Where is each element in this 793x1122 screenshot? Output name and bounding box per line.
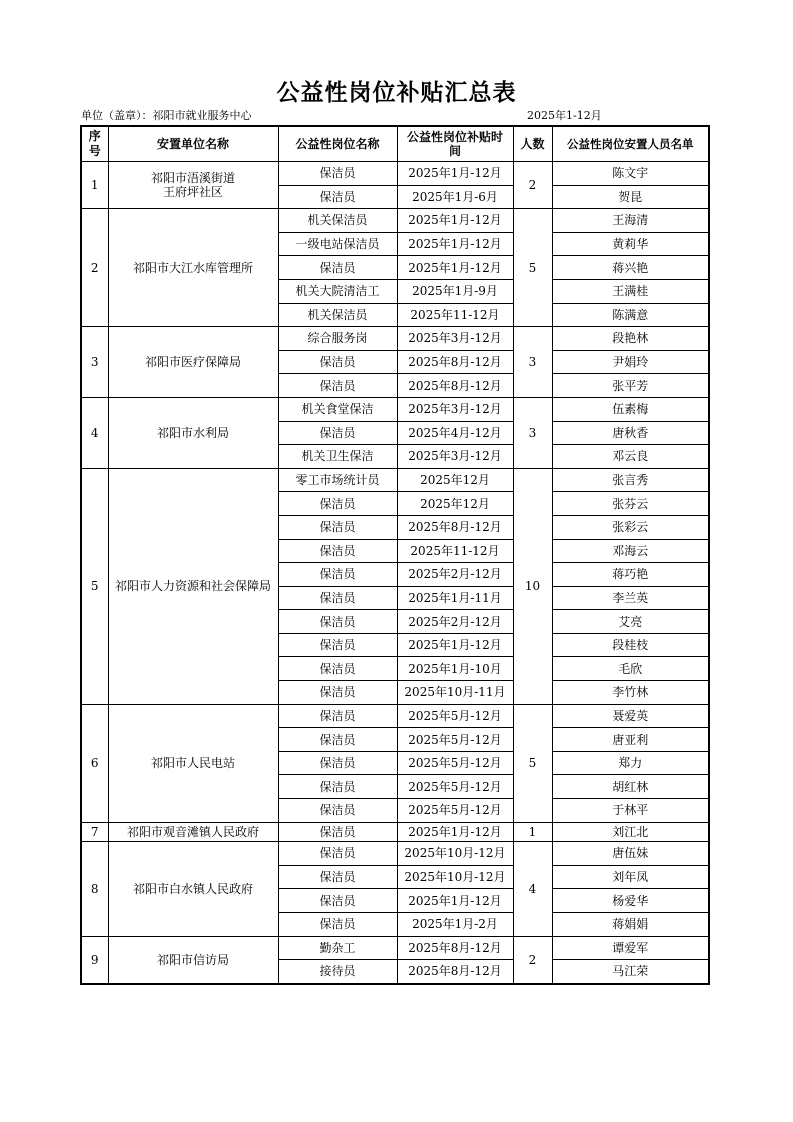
subsidy-period: 2025年4月-12月 (397, 421, 513, 445)
person-count: 2 (513, 162, 552, 209)
person-name: 黄莉华 (552, 232, 709, 256)
person-name: 王海清 (552, 209, 709, 233)
post-name: 保洁员 (278, 610, 397, 634)
post-name: 保洁员 (278, 704, 397, 728)
person-name: 邓海云 (552, 539, 709, 563)
person-count: 5 (513, 209, 552, 327)
post-name: 保洁员 (278, 162, 397, 186)
person-count: 3 (513, 327, 552, 398)
post-name: 保洁员 (278, 822, 397, 842)
subsidy-period: 2025年1月-6月 (397, 185, 513, 209)
page-title: 公益性岗位补贴汇总表 (276, 80, 517, 106)
person-name: 聂爱英 (552, 704, 709, 728)
person-name: 张彩云 (552, 515, 709, 539)
post-name: 机关卫生保洁 (278, 445, 397, 469)
post-name: 保洁员 (278, 633, 397, 657)
subsidy-period: 2025年10月-11月 (397, 681, 513, 705)
post-name: 机关食堂保洁 (278, 397, 397, 421)
header-post: 公益性岗位名称 (278, 126, 397, 162)
person-name: 唐亚利 (552, 728, 709, 752)
person-name: 马江荣 (552, 960, 709, 984)
person-name: 唐秋香 (552, 421, 709, 445)
post-name: 保洁员 (278, 374, 397, 398)
subsidy-period: 2025年2月-12月 (397, 563, 513, 587)
person-name: 艾亮 (552, 610, 709, 634)
header-row (81, 126, 709, 162)
placement-unit: 祁阳市水利局 (108, 397, 278, 468)
row-number: 4 (81, 397, 108, 468)
person-name: 蒋娟娟 (552, 912, 709, 936)
post-name: 保洁员 (278, 586, 397, 610)
post-name: 零工市场统计员 (278, 468, 397, 492)
row-number: 9 (81, 936, 108, 984)
person-name: 于林平 (552, 799, 709, 823)
person-name: 张平芳 (552, 374, 709, 398)
subsidy-period: 2025年10月-12月 (397, 842, 513, 866)
row-number: 3 (81, 327, 108, 398)
person-name: 毛欣 (552, 657, 709, 681)
person-name: 王满桂 (552, 279, 709, 303)
placement-unit: 祁阳市白水镇人民政府 (108, 842, 278, 936)
subsidy-period: 2025年5月-12月 (397, 728, 513, 752)
person-name: 杨爱华 (552, 889, 709, 913)
subsidy-period: 2025年8月-12月 (397, 350, 513, 374)
subsidy-period: 2025年1月-12月 (397, 822, 513, 842)
post-name: 保洁员 (278, 799, 397, 823)
subsidy-period: 2025年1月-12月 (397, 256, 513, 280)
table-row (81, 704, 709, 728)
person-name: 谭爱军 (552, 936, 709, 960)
row-number: 5 (81, 468, 108, 704)
table-row (81, 468, 709, 492)
post-name: 保洁员 (278, 563, 397, 587)
subsidy-period: 2025年1月-12月 (397, 209, 513, 233)
header-count: 人数 (513, 126, 552, 162)
post-name: 勤杂工 (278, 936, 397, 960)
subsidy-period: 2025年8月-12月 (397, 515, 513, 539)
subsidy-period: 2025年5月-12月 (397, 775, 513, 799)
subsidy-period: 2025年3月-12月 (397, 397, 513, 421)
person-name: 刘江北 (552, 822, 709, 842)
row-number: 6 (81, 704, 108, 822)
subsidy-period: 2025年1月-12月 (397, 889, 513, 913)
table-row (81, 397, 709, 421)
post-name: 机关保洁员 (278, 303, 397, 327)
post-name: 保洁员 (278, 492, 397, 516)
placement-unit: 祁阳市浯溪街道 王府坪社区 (108, 162, 278, 209)
row-number: 1 (81, 162, 108, 209)
person-count: 1 (513, 822, 552, 842)
subsidy-period: 2025年5月-12月 (397, 704, 513, 728)
post-name: 保洁员 (278, 185, 397, 209)
row-number: 8 (81, 842, 108, 936)
subsidy-period: 2025年2月-12月 (397, 610, 513, 634)
person-name: 贺昆 (552, 185, 709, 209)
person-name: 李兰英 (552, 586, 709, 610)
row-number: 7 (81, 822, 108, 842)
header-names: 公益性岗位安置人员名单 (552, 126, 709, 162)
table-row (81, 209, 709, 233)
post-name: 保洁员 (278, 865, 397, 889)
subsidy-period: 2025年10月-12月 (397, 865, 513, 889)
subsidy-period: 2025年3月-12月 (397, 327, 513, 351)
post-name: 保洁员 (278, 539, 397, 563)
placement-unit: 祁阳市人民电站 (108, 704, 278, 822)
row-number: 2 (81, 209, 108, 327)
person-name: 蒋巧艳 (552, 563, 709, 587)
subsidy-period: 2025年1月-9月 (397, 279, 513, 303)
post-name: 保洁员 (278, 775, 397, 799)
person-name: 唐伍妹 (552, 842, 709, 866)
post-name: 保洁员 (278, 842, 397, 866)
post-name: 机关大院清洁工 (278, 279, 397, 303)
post-name: 综合服务岗 (278, 327, 397, 351)
person-name: 刘年凤 (552, 865, 709, 889)
person-name: 伍素梅 (552, 397, 709, 421)
post-name: 保洁员 (278, 728, 397, 752)
post-name: 保洁员 (278, 657, 397, 681)
placement-unit: 祁阳市医疗保障局 (108, 327, 278, 398)
person-name: 郑力 (552, 751, 709, 775)
person-name: 胡红林 (552, 775, 709, 799)
person-count: 4 (513, 842, 552, 936)
person-name: 段艳林 (552, 327, 709, 351)
person-name: 邓云良 (552, 445, 709, 469)
subsidy-period: 2025年3月-12月 (397, 445, 513, 469)
table-row (81, 842, 709, 866)
period-label: 2025年1-12月 (527, 109, 602, 122)
post-name: 保洁员 (278, 256, 397, 280)
subsidy-period: 2025年8月-12月 (397, 374, 513, 398)
table-row (81, 822, 709, 842)
subsidy-period: 2025年1月-12月 (397, 162, 513, 186)
post-name: 保洁员 (278, 350, 397, 374)
table-row (81, 936, 709, 960)
subsidy-period: 2025年12月 (397, 468, 513, 492)
subsidy-period: 2025年1月-10月 (397, 657, 513, 681)
person-count: 2 (513, 936, 552, 984)
post-name: 保洁员 (278, 421, 397, 445)
post-name: 保洁员 (278, 889, 397, 913)
person-count: 5 (513, 704, 552, 822)
post-name: 保洁员 (278, 751, 397, 775)
placement-unit: 祁阳市人力资源和社会保障局 (108, 468, 278, 704)
subsidy-period: 2025年1月-2月 (397, 912, 513, 936)
subsidy-period: 2025年1月-12月 (397, 232, 513, 256)
post-name: 保洁员 (278, 515, 397, 539)
placement-unit: 祁阳市观音滩镇人民政府 (108, 822, 278, 842)
unit-label: 单位（盖章）：祁阳市就业服务中心 (81, 109, 252, 122)
post-name: 一级电站保洁员 (278, 232, 397, 256)
header-no: 序号 (81, 126, 108, 162)
person-name: 尹娟玲 (552, 350, 709, 374)
person-name: 张言秀 (552, 468, 709, 492)
post-name: 保洁员 (278, 681, 397, 705)
person-name: 张芬云 (552, 492, 709, 516)
post-name: 接待员 (278, 960, 397, 984)
subsidy-period: 2025年8月-12月 (397, 960, 513, 984)
person-count: 10 (513, 468, 552, 704)
person-count: 3 (513, 397, 552, 468)
subsidy-period: 2025年11-12月 (397, 303, 513, 327)
person-name: 陈文宇 (552, 162, 709, 186)
post-name: 保洁员 (278, 912, 397, 936)
subsidy-period: 2025年11-12月 (397, 539, 513, 563)
person-name: 李竹林 (552, 681, 709, 705)
post-name: 机关保洁员 (278, 209, 397, 233)
subsidy-period: 2025年5月-12月 (397, 799, 513, 823)
subsidy-period: 2025年1月-12月 (397, 633, 513, 657)
placement-unit: 祁阳市信访局 (108, 936, 278, 984)
person-name: 陈满意 (552, 303, 709, 327)
table-row (81, 162, 709, 186)
subsidy-period: 2025年5月-12月 (397, 751, 513, 775)
subsidy-period: 2025年1月-11月 (397, 586, 513, 610)
subsidy-period: 2025年12月 (397, 492, 513, 516)
person-name: 段桂枝 (552, 633, 709, 657)
placement-unit: 祁阳市大江水库管理所 (108, 209, 278, 327)
subsidy-table (80, 125, 710, 985)
subsidy-period: 2025年8月-12月 (397, 936, 513, 960)
person-name: 蒋兴艳 (552, 256, 709, 280)
header-time: 公益性岗位补贴时间 (397, 126, 513, 162)
table-row (81, 327, 709, 351)
header-unit: 安置单位名称 (108, 126, 278, 162)
